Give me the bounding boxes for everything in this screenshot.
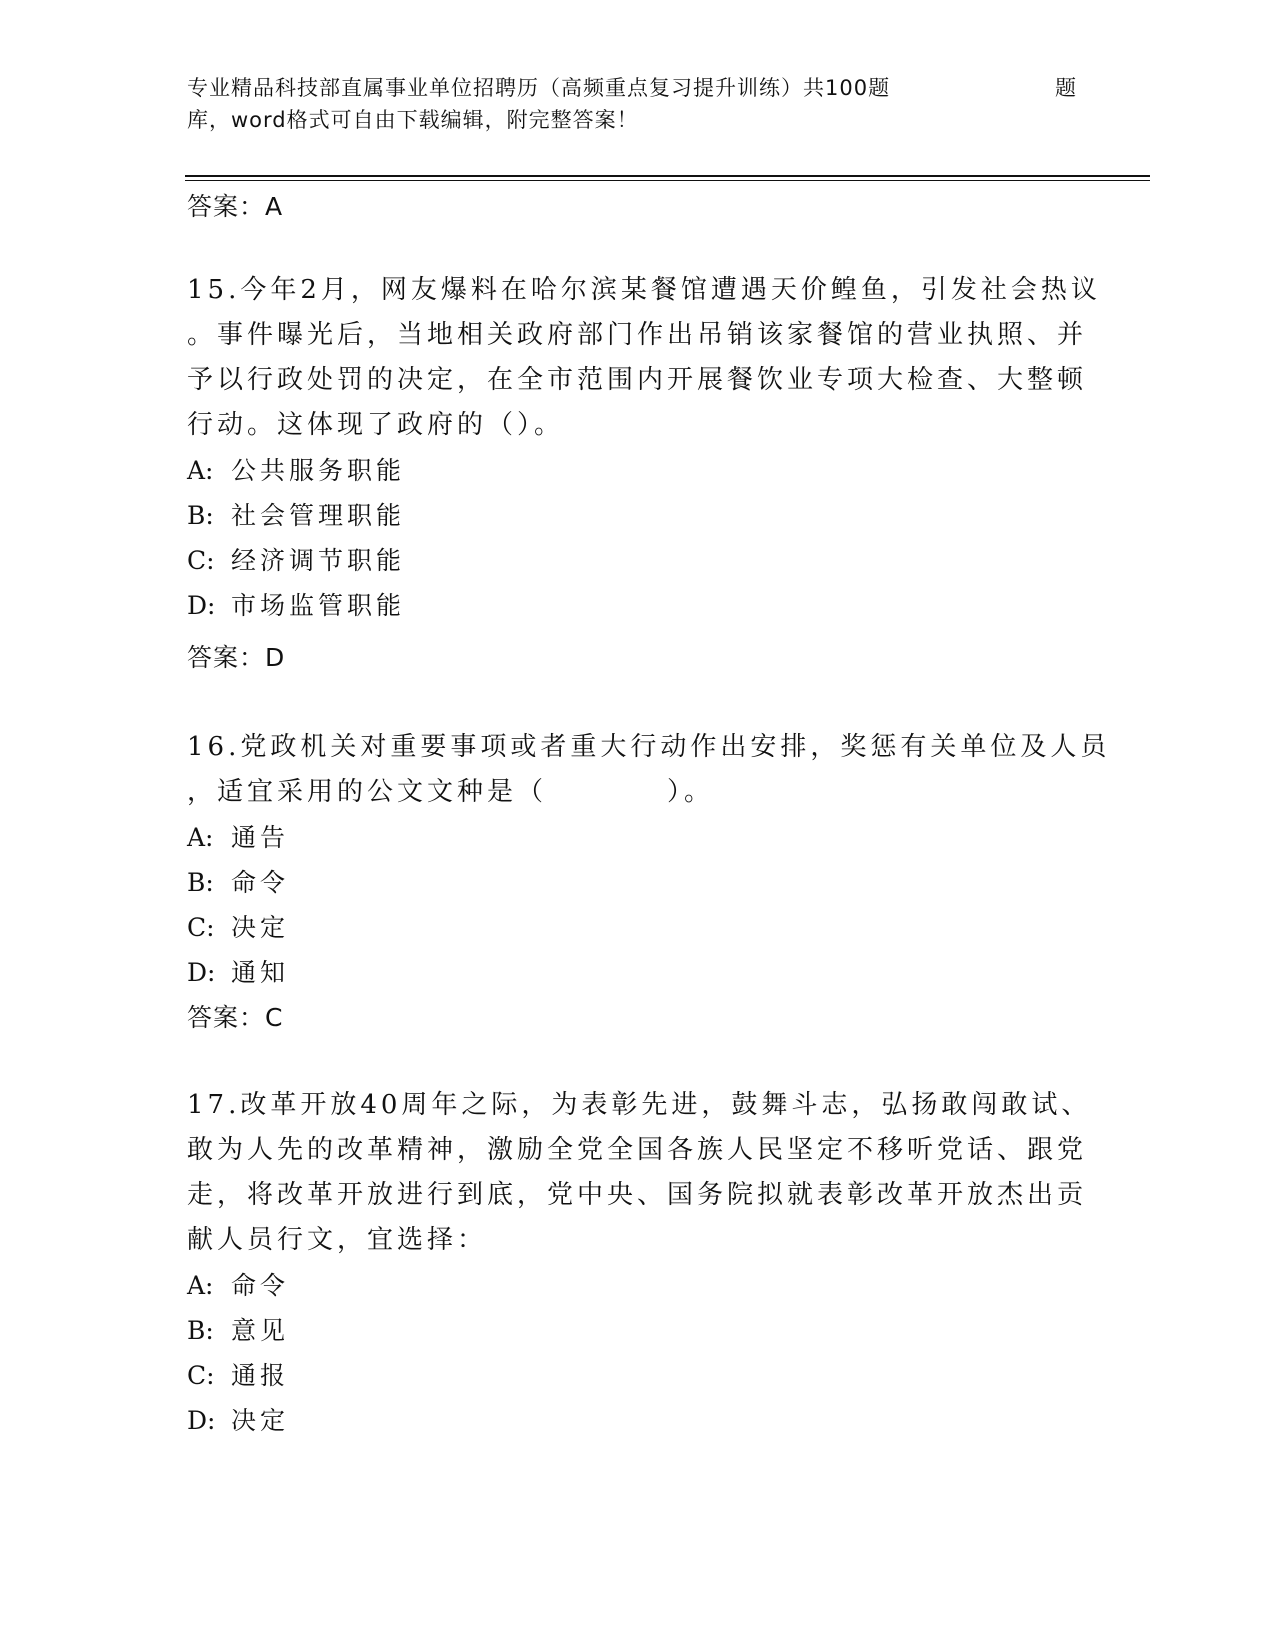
- option-text: 命令: [231, 1271, 290, 1300]
- option-key: A:: [187, 456, 214, 485]
- answer-previous: 答案：A: [187, 192, 284, 221]
- header-rule-thick: [185, 175, 1150, 177]
- option-key: B:: [187, 501, 214, 530]
- option-key: C:: [187, 1361, 215, 1390]
- option-text: 社会管理职能: [231, 501, 406, 530]
- option-a: [187, 1263, 1087, 1308]
- option-text: 通知: [231, 958, 290, 987]
- option-key: D:: [187, 958, 216, 987]
- question-15: [187, 268, 1101, 628]
- option-c: [187, 1353, 1087, 1398]
- question-17: [187, 1083, 1092, 1443]
- header-title-tail: 题: [1055, 76, 1077, 100]
- option-text: 通报: [231, 1361, 290, 1390]
- option-key: B:: [187, 1316, 214, 1345]
- option-key: A:: [187, 1271, 214, 1300]
- question-line: 走，将改革开放进行到底，党中央、国务院拟就表彰改革开放杰出贡: [187, 1180, 1088, 1210]
- option-key: C:: [187, 913, 215, 942]
- question-16: [187, 725, 1111, 995]
- option-a: [187, 448, 1087, 493]
- question-line: 敢为人先的改革精神，激励全党全国各族人民坚定不移听党话、跟党: [187, 1135, 1088, 1165]
- option-text: 命令: [231, 868, 290, 897]
- option-c: [187, 905, 1087, 950]
- question-line: 17.改革开放40周年之际，为表彰先进，鼓舞斗志，弘扬敢闯敢试、: [187, 1090, 1092, 1120]
- question-line: 16.党政机关对重要事项或者重大行动作出安排，奖惩有关单位及人员: [187, 732, 1111, 762]
- header-line-1: [187, 72, 1087, 104]
- page-header: [187, 72, 1087, 136]
- question-line: 行动。这体现了政府的（）。: [187, 410, 565, 440]
- header-rule-thin: [185, 180, 1150, 181]
- answer-16: 答案：C: [187, 1003, 284, 1032]
- option-key: C:: [187, 546, 215, 575]
- option-b: [187, 493, 1087, 538]
- option-d: [187, 1398, 1087, 1443]
- option-key: A:: [187, 823, 214, 852]
- question-line: ，适宜采用的公文文种是（ ）。: [187, 777, 715, 807]
- option-key: D:: [187, 1406, 216, 1435]
- option-text: 决定: [231, 913, 290, 942]
- option-text: 经济调节职能: [231, 546, 406, 575]
- option-c: [187, 538, 1087, 583]
- option-b: [187, 860, 1087, 905]
- option-d: [187, 583, 1087, 628]
- option-text: 意见: [231, 1316, 290, 1345]
- option-d: [187, 950, 1087, 995]
- question-line: 。事件曝光后，当地相关政府部门作出吊销该家餐馆的营业执照、并: [187, 320, 1088, 350]
- question-line: 献人员行文，宜选择：: [187, 1225, 488, 1255]
- question-line: 予以行政处罚的决定，在全市范围内开展餐饮业专项大检查、大整顿: [187, 365, 1088, 395]
- option-text: 通告: [231, 823, 290, 852]
- header-title-text: 专业精品科技部直属事业单位招聘历（高频重点复习提升训练）共100题: [187, 76, 891, 100]
- question-line: 15.今年2月，网友爆料在哈尔滨某餐馆遭遇天价鳇鱼，引发社会热议: [187, 275, 1101, 305]
- option-a: [187, 815, 1087, 860]
- header-line-2: 库，word格式可自由下载编辑，附完整答案！: [187, 108, 639, 132]
- option-key: D:: [187, 591, 216, 620]
- option-key: B:: [187, 868, 214, 897]
- answer-15: 答案：D: [187, 643, 286, 672]
- option-text: 决定: [231, 1406, 290, 1435]
- option-text: 市场监管职能: [231, 591, 406, 620]
- option-text: 公共服务职能: [231, 456, 406, 485]
- option-b: [187, 1308, 1087, 1353]
